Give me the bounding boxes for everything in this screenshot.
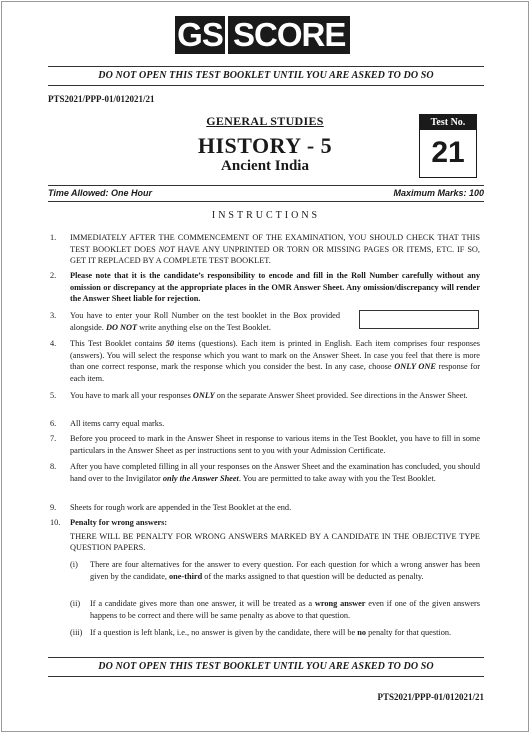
logo-score: SCORE (228, 16, 350, 54)
instruction-item: 5. You have to mark all your responses ONLY on the separate Answer Sheet provided. See directions in the Answer Sheet. (50, 391, 468, 400)
logo-gs: GS (175, 16, 225, 54)
penalty-intro: THERE WILL BE PENALTY FOR WRONG ANSWERS MARKED BY A CANDIDATE IN THE OBJECTIVE TYPE QUESTION PAPERS. (70, 531, 480, 553)
time-marks-row (48, 188, 484, 198)
test-number-value: 21 (431, 136, 465, 169)
top-rule (48, 66, 484, 67)
instruction-item: 2. Please note that it is the candidate’s responsibility to encode and fill in the Roll Number carefully without any omission or discrepancy at the appropriate places in the OMR Answer Sheet. Any omission/discrepancy will render the Answer Sheet liable for rejection. (50, 271, 480, 304)
instruction-item: 9. Sheets for rough work are appended in the Test Booklet at the end. (50, 503, 292, 512)
penalty-sub-item: (i) There are four alternatives for the answer to every question. For each question for which a wrong answer has been given by the candidate, one-third of the marks assigned to that question will be deducted as penalty. (70, 560, 480, 581)
top-warning-rule (48, 85, 484, 86)
penalty-sub-item: (iii) If a question is left blank, i.e., no answer is given by the candidate, there will be no penalty for that question. (70, 628, 452, 637)
gs-score-logo (175, 15, 350, 55)
instruction-item: 8. After you have completed filling in all your responses on the Answer Sheet and the examination has concluded, you should hand over to the Invigilator only the Answer Sheet. You are permitted to take away with you the Test Booklet. (50, 462, 480, 483)
penalty-heading: Penalty for wrong answers: (70, 518, 168, 527)
test-number-box (419, 114, 477, 178)
bottom-warning: DO NOT OPEN THIS TEST BOOKLET UNTIL YOU ARE ASKED TO DO SO (98, 661, 434, 672)
test-number-label: Test No. (420, 115, 476, 130)
instruction-item: 4. This Test Booklet contains 50 items (questions). Each item is printed in English. Each item comprises four responses (answers). You will select the response which you want to mark on the Answer Sheet. In case you feel that there is more than one correct response, mark the response which you consider the best. In any case, choose ONLY ONE response for each item. (50, 339, 480, 383)
instruction-item: 1. IMMEDIATELY AFTER THE COMMENCEMENT OF THE EXAMINATION, YOU SHOULD CHECK THAT THIS TEST BOOKLET DOES NOT HAVE ANY UNPRINTED OR TORN OR MISSING PAGES OR ITEMS, ETC. IF SO, GET IT REPLACED BY A COMPLETE TEST BOOKLET. (50, 233, 480, 266)
instruction-item: 6. All items carry equal marks. (50, 419, 165, 428)
roll-number-box[interactable] (359, 310, 479, 329)
top-warning: DO NOT OPEN THIS TEST BOOKLET UNTIL YOU ARE ASKED TO DO SO (98, 70, 434, 81)
bottom-warning-rule-top (48, 657, 484, 658)
time-rule-top (48, 185, 484, 186)
time-allowed: Time Allowed: One Hour (48, 188, 153, 198)
instruction-item-penalty: 10. Penalty for wrong answers: THERE WILL BE PENALTY FOR WRONG ANSWERS MARKED BY A CANDIDATE IN THE OBJECTIVE TYPE QUESTION PAPERS. (50, 518, 480, 553)
booklet-code-top: PTS2021/PPP-01/012021/21 (48, 94, 155, 104)
instructions-heading: INSTRUCTIONS (211, 210, 321, 221)
instruction-item: 3. You have to enter your Roll Number on the test booklet in the Box provided alongside. DO NOT write anything else on the Test Booklet. (48, 310, 480, 333)
instruction-item: 7. Before you proceed to mark in the Answer Sheet in response to various items in the Test Booklet, you have to fill in some particulars in the Answer Sheet as per instructions sent to you with your Admission Certificate. (50, 434, 480, 455)
paper-subtitle: Ancient India (221, 158, 309, 174)
penalty-sub-item: (ii) If a candidate gives more than one answer, it will be treated as a wrong answer even if one of the given answers happens to be correct and there will be same penalty as above to that question. (70, 599, 481, 620)
time-rule-bottom (48, 201, 484, 202)
subject-block (160, 114, 370, 175)
paper-name: GENERAL STUDIES (206, 114, 324, 128)
bottom-warning-rule (48, 676, 484, 677)
booklet-code-bottom: PTS2021/PPP-01/012021/21 (377, 692, 484, 702)
paper-title: HISTORY - 5 (197, 133, 333, 158)
maximum-marks: Maximum Marks: 100 (393, 188, 484, 198)
